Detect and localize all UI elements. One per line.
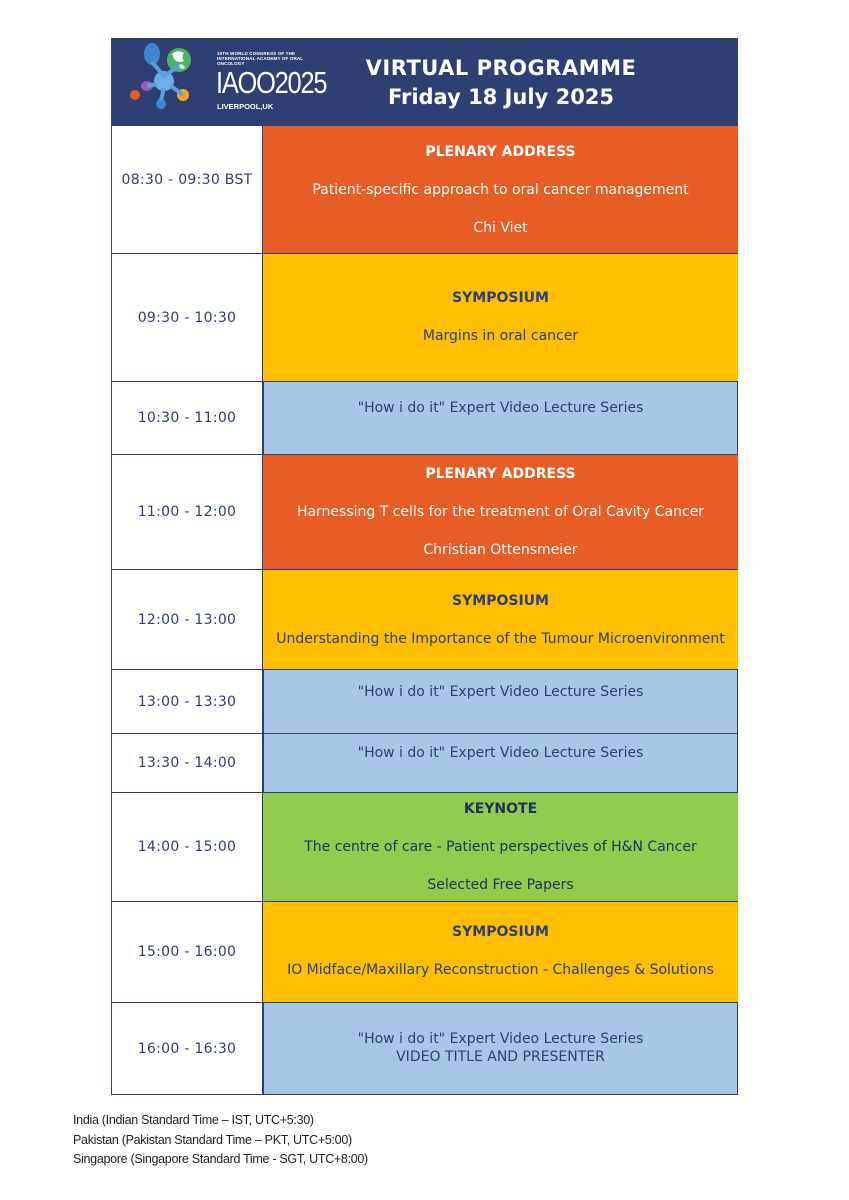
session-title: Understanding the Importance of the Tumour Microenvironment (276, 631, 725, 647)
time-slot: 14:00 - 15:00 (111, 793, 263, 902)
page-date: Friday 18 July 2025 (387, 85, 615, 109)
timezone-notes (73, 1111, 368, 1170)
session-title: The centre of care - Patient perspectives of H&N Cancer (304, 839, 697, 855)
session-type: PLENARY ADDRESS (425, 466, 576, 482)
session-title: "How i do it" Expert Video Lecture Series (357, 1031, 644, 1047)
schedule-row (111, 793, 738, 902)
session-cell (263, 902, 738, 1003)
iaoo-logo (123, 40, 327, 122)
session-title: Harnessing T cells for the treatment of Oral Cavity Cancer (296, 504, 705, 520)
logo-location: LIVERPOOL,UK (217, 102, 274, 111)
schedule-row (111, 455, 738, 570)
schedule-row (111, 570, 738, 670)
time-slot: 08:30 - 09:30 BST (111, 126, 263, 254)
schedule-row (111, 254, 738, 382)
timezone-note: India (Indian Standard Time – IST, UTC+5:30) (73, 1113, 314, 1127)
time-slot: 13:00 - 13:30 (111, 670, 263, 734)
session-cell (263, 455, 738, 570)
logo-molecule-icon (123, 40, 218, 122)
session-type: PLENARY ADDRESS (425, 144, 576, 160)
session-cell (263, 570, 738, 670)
schedule-row (111, 902, 738, 1003)
schedule-row (111, 670, 738, 734)
schedule-row (111, 734, 738, 793)
time-slot: 16:00 - 16:30 (111, 1003, 263, 1095)
session-cell (263, 793, 738, 902)
session-cell (263, 382, 738, 455)
session-speaker: Chi Viet (473, 220, 528, 236)
timezone-note: Pakistan (Pakistan Standard Time – PKT, UTC+5:00) (73, 1132, 352, 1147)
time-slot: 09:30 - 10:30 (111, 254, 263, 382)
session-cell (263, 1003, 738, 1095)
timezone-note: Singapore (Singapore Standard Time - SGT, UTC+8:00) (73, 1152, 368, 1166)
session-title: IO Midface/Maxillary Reconstruction - Challenges & Solutions (287, 962, 714, 978)
programme-header (111, 38, 738, 126)
session-type: SYMPOSIUM (452, 290, 549, 306)
time-slot: 11:00 - 12:00 (111, 455, 263, 570)
schedule-row (111, 1003, 738, 1095)
session-title: Margins in oral cancer (422, 328, 579, 344)
time-slot: 12:00 - 13:00 (111, 570, 263, 670)
session-speaker: Christian Ottensmeier (423, 542, 578, 558)
schedule-row (111, 382, 738, 455)
session-title: "How i do it" Expert Video Lecture Series (357, 400, 644, 416)
session-extra: Selected Free Papers (427, 877, 574, 893)
page-title: VIRTUAL PROGRAMME (365, 56, 637, 80)
logo-name: IAOO2025 (216, 65, 327, 100)
session-title: "How i do it" Expert Video Lecture Series (357, 684, 644, 700)
session-title: Patient-specific approach to oral cancer management (312, 182, 689, 198)
session-title: "How i do it" Expert Video Lecture Series (357, 745, 644, 761)
session-cell (263, 126, 738, 254)
logo-congress-text: 10TH WORLD CONGRESS OF THE INTERNATIONAL ACADEMY OF ORAL ONCOLOGY (217, 51, 304, 67)
schedule-row (111, 126, 738, 254)
session-extra: VIDEO TITLE AND PRESENTER (396, 1049, 605, 1065)
session-cell (263, 734, 738, 793)
time-slot: 15:00 - 16:00 (111, 902, 263, 1003)
session-cell (263, 670, 738, 734)
session-cell (263, 254, 738, 382)
session-type: SYMPOSIUM (452, 593, 549, 609)
time-slot: 10:30 - 11:00 (111, 382, 263, 455)
session-type: SYMPOSIUM (452, 924, 549, 940)
session-type: KEYNOTE (463, 801, 538, 817)
time-slot: 13:30 - 14:00 (111, 734, 263, 793)
